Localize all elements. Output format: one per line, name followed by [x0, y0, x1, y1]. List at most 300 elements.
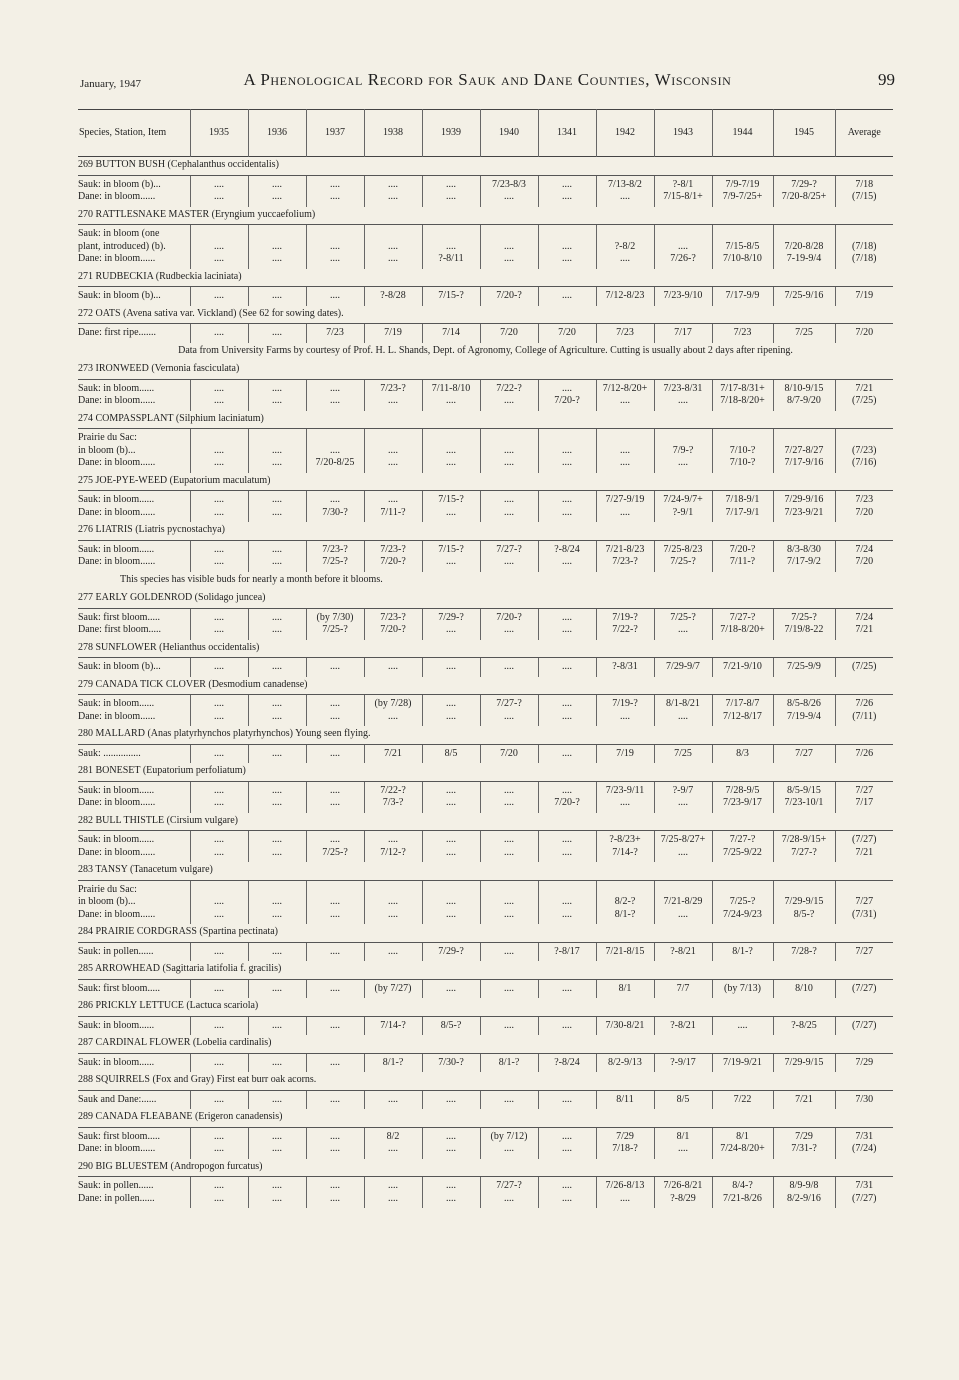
table-cell: .... [480, 241, 538, 254]
note-text: This species has visible buds for nearly a month before it blooms. [120, 573, 383, 585]
table-row [78, 395, 893, 411]
table-cell: 7/20-8/25+ [773, 191, 835, 207]
table-cell: (by 7/27) [364, 979, 422, 998]
table-cell: 7/23 [712, 324, 773, 343]
table-cell: .... [538, 979, 596, 998]
table-cell: 7/27-? [712, 831, 773, 847]
table-cell: .... [422, 395, 480, 411]
table-cell: .... [190, 556, 248, 572]
table-cell: 8/5-8/26 [773, 695, 835, 711]
table-cell [190, 880, 248, 896]
table-row [78, 491, 893, 507]
table-row [78, 457, 893, 473]
table-cell: ?-8/25 [773, 1016, 835, 1035]
table-cell: .... [190, 1177, 248, 1193]
table-cell: .... [480, 797, 538, 813]
table-cell: .... [190, 979, 248, 998]
species-title: 270 RATTLESNAKE MASTER (Eryngium yuccaefolium) [78, 208, 316, 220]
table-cell: .... [538, 379, 596, 395]
table-cell: .... [538, 457, 596, 473]
table-cell: 7/25-? [773, 608, 835, 624]
table-cell: ?-8/17 [538, 942, 596, 961]
table-cell: 7/18-8/20+ [712, 624, 773, 640]
row-label: Sauk: first bloom..... [78, 979, 190, 998]
table-cell: 7/27-? [712, 608, 773, 624]
table-cell: .... [306, 191, 364, 207]
table-cell [654, 880, 712, 896]
table-cell: .... [190, 241, 248, 254]
table-cell: .... [422, 445, 480, 458]
table-cell: 7/20-? [364, 556, 422, 572]
species-title: 281 BONESET (Eupatorium perfoliatum) [78, 765, 246, 776]
species-title: 283 TANSY (Tanacetum vulgare) [78, 864, 213, 875]
table-cell: 7/9-? [654, 445, 712, 458]
table-cell: ?-8/29 [654, 1193, 712, 1209]
table-cell [248, 225, 306, 241]
table-cell: .... [248, 175, 306, 191]
row-label: Prairie du Sac: [78, 429, 190, 445]
table-cell: 8/11 [596, 1090, 654, 1109]
table-cell: .... [596, 797, 654, 813]
table-cell: 7/23-? [364, 540, 422, 556]
table-cell: .... [306, 395, 364, 411]
table-cell: 7/21-9/10 [712, 658, 773, 677]
column-header-1940: 1940 [480, 110, 538, 157]
table-header-row [78, 110, 893, 157]
table-cell: 7/19 [596, 744, 654, 763]
table-cell: (7/16) [835, 457, 893, 473]
table-cell: 7/22 [712, 1090, 773, 1109]
row-label: in bloom (b)... [78, 444, 136, 456]
row-label: in bloom (b)... [78, 896, 136, 907]
table-row [78, 781, 893, 797]
table-cell: ?-8/24 [538, 540, 596, 556]
table-cell: .... [364, 395, 422, 411]
species-title-row [78, 590, 893, 608]
table-cell: .... [364, 457, 422, 473]
species-title: 279 CANADA TICK CLOVER (Desmodium canadense) [78, 678, 308, 690]
species-title: 289 CANADA FLEABANE (Erigeron canadensis) [78, 1111, 283, 1122]
table-cell: 7/19-? [596, 695, 654, 711]
table-cell: .... [422, 1193, 480, 1209]
row-label: Sauk: in pollen...... [78, 1177, 190, 1193]
table-row [78, 847, 893, 863]
table-cell: .... [364, 831, 422, 847]
table-cell [480, 880, 538, 896]
row-label: Dane: in bloom...... [78, 457, 156, 468]
row-label: Prairie du Sac: [78, 880, 190, 896]
table-cell: .... [364, 253, 422, 269]
table-cell: .... [306, 1177, 364, 1193]
table-cell: .... [190, 909, 248, 925]
table-cell: .... [248, 658, 306, 677]
table-cell: 7/19-? [596, 608, 654, 624]
species-title-row [78, 862, 893, 880]
table-cell: .... [538, 1193, 596, 1209]
table-cell: .... [538, 445, 596, 458]
table-cell: 7/29-9/15 [773, 1053, 835, 1072]
table-cell: 7/18-? [596, 1143, 654, 1159]
table-cell: 8/1-? [712, 942, 773, 961]
note-row [78, 572, 893, 591]
table-cell: 7/20-8/28 [773, 241, 835, 254]
species-title: 282 BULL THISTLE (Cirsium vulgare) [78, 814, 238, 826]
table-cell [190, 429, 248, 445]
table-cell: .... [306, 909, 364, 925]
table-cell: 7/23-? [596, 556, 654, 572]
table-cell: 7/20 [835, 556, 893, 572]
table-cell: 7/26-8/21 [654, 1177, 712, 1193]
table-cell: .... [538, 1143, 596, 1159]
table-cell: .... [306, 1193, 364, 1209]
row-label: Dane: in pollen...... [78, 1192, 155, 1204]
table-cell: .... [306, 896, 364, 909]
table-row [78, 1053, 893, 1072]
table-row [78, 624, 893, 640]
table-cell: .... [306, 287, 364, 306]
table-cell: .... [480, 253, 538, 269]
table-cell: .... [190, 1193, 248, 1209]
table-cell: 7/10-8/10 [712, 253, 773, 269]
table-cell: 7/29-? [422, 942, 480, 961]
table-row [78, 191, 893, 207]
table-row [78, 429, 893, 445]
table-cell: 7/22-? [364, 781, 422, 797]
table-cell: ?-8/1 [654, 175, 712, 191]
table-row [78, 287, 893, 306]
table-cell: .... [480, 1016, 538, 1035]
table-cell [712, 429, 773, 445]
table-cell: .... [538, 896, 596, 909]
table-cell: 7/21 [835, 624, 893, 640]
column-header-1942: 1942 [596, 110, 654, 157]
table-cell: 7/26-8/13 [596, 1177, 654, 1193]
table-cell: 7/20-? [538, 395, 596, 411]
table-cell: .... [306, 831, 364, 847]
column-header-species: Species, Station, Item [79, 126, 167, 138]
table-cell: 7/25 [654, 744, 712, 763]
table-cell: .... [306, 1090, 364, 1109]
table-cell: 7/21-8/23 [596, 540, 654, 556]
table-cell: .... [480, 979, 538, 998]
table-cell: .... [422, 191, 480, 207]
species-title-row [78, 157, 893, 176]
table-cell: .... [248, 1193, 306, 1209]
table-cell [364, 225, 422, 241]
row-label: Sauk: in bloom (b)... [78, 658, 190, 677]
table-row [78, 909, 893, 925]
table-row [78, 942, 893, 961]
table-cell: .... [596, 457, 654, 473]
table-cell: 7/23-8/3 [480, 175, 538, 191]
table-cell: .... [248, 457, 306, 473]
table-cell: .... [248, 540, 306, 556]
table-cell: .... [422, 241, 480, 254]
table-cell: 7/24-9/23 [712, 909, 773, 925]
table-cell: 7/27-8/27 [773, 445, 835, 458]
table-cell [422, 225, 480, 241]
table-row [78, 175, 893, 191]
table-cell: .... [190, 1016, 248, 1035]
table-cell [596, 225, 654, 241]
table-cell [835, 225, 893, 241]
table-cell: 7/23-? [364, 608, 422, 624]
row-label: Sauk: in bloom...... [78, 831, 190, 847]
table-cell: 8/1-8/21 [654, 695, 712, 711]
row-label: Dane: in bloom...... [78, 395, 156, 406]
table-cell: .... [480, 658, 538, 677]
table-cell: .... [248, 556, 306, 572]
table-cell: .... [654, 624, 712, 640]
species-title: 275 JOE-PYE-WEED (Eupatorium maculatum) [78, 474, 271, 486]
table-cell: 8/2-? [596, 896, 654, 909]
table-row [78, 1016, 893, 1035]
table-cell: 8/5-? [422, 1016, 480, 1035]
row-label: Sauk: in bloom...... [78, 1016, 190, 1035]
table-row [78, 608, 893, 624]
table-cell: (7/24) [835, 1143, 893, 1159]
species-title-row [78, 1159, 893, 1177]
table-cell: 7/30-? [306, 507, 364, 523]
table-row [78, 979, 893, 998]
table-cell [712, 225, 773, 241]
table-cell: 7/12-8/23 [596, 287, 654, 306]
table-cell: 7/31-? [773, 1143, 835, 1159]
table-cell: .... [480, 556, 538, 572]
table-row [78, 1143, 893, 1159]
table-cell: .... [306, 744, 364, 763]
species-title: 285 ARROWHEAD (Sagittaria latifolia f. gracilis) [78, 963, 282, 974]
row-label: Dane: in bloom...... [78, 1143, 156, 1154]
table-cell: .... [654, 1143, 712, 1159]
page-number: 99 [878, 70, 895, 89]
table-cell: 7/27-9/19 [596, 491, 654, 507]
table-cell: 7/17-8/7 [712, 695, 773, 711]
table-cell: (7/31) [835, 909, 893, 925]
table-cell: 8/5 [422, 744, 480, 763]
table-cell: .... [364, 1090, 422, 1109]
table-cell [364, 429, 422, 445]
table-cell: 7/15-? [422, 540, 480, 556]
table-cell [596, 880, 654, 896]
table-cell: 7/23 [596, 324, 654, 343]
table-cell: .... [190, 624, 248, 640]
table-cell [538, 225, 596, 241]
table-cell: 7/30 [835, 1090, 893, 1109]
table-cell: .... [190, 781, 248, 797]
table-cell: .... [248, 491, 306, 507]
species-title: 284 PRAIRIE CORDGRASS (Spartina pectinata) [78, 926, 278, 937]
table-cell: 7/27-? [480, 540, 538, 556]
table-cell: (7/27) [835, 1016, 893, 1035]
table-cell: 7/20-8/25 [306, 457, 364, 473]
table-cell: .... [422, 896, 480, 909]
table-cell: 8/2-9/13 [596, 1053, 654, 1072]
species-title: 272 OATS (Avena sativa var. Vickland) (See 62 for sowing dates). [78, 307, 344, 319]
table-cell: .... [248, 624, 306, 640]
table-cell: 7/24 [835, 608, 893, 624]
table-cell: .... [538, 624, 596, 640]
table-cell: 7/17-9/2 [773, 556, 835, 572]
table-cell: .... [538, 831, 596, 847]
row-label: Sauk and Dane:...... [78, 1090, 190, 1109]
table-cell: 7/25-9/16 [773, 287, 835, 306]
row-label: plant, introduced) (b). [78, 240, 166, 252]
table-cell [654, 429, 712, 445]
table-row [78, 445, 893, 458]
table-cell: .... [538, 253, 596, 269]
table-cell [480, 225, 538, 241]
table-cell: 7/17-9/9 [712, 287, 773, 306]
table-cell: .... [248, 847, 306, 863]
table-cell: .... [190, 1127, 248, 1143]
table-cell: .... [654, 711, 712, 727]
table-cell: 7/20-? [364, 624, 422, 640]
table-cell: .... [654, 457, 712, 473]
table-cell: ?-8/23+ [596, 831, 654, 847]
table-cell: 7/17 [654, 324, 712, 343]
table-cell: ?-8/11 [422, 253, 480, 269]
header-date: January, 1947 [80, 78, 141, 90]
table-cell: .... [654, 847, 712, 863]
table-row [78, 1090, 893, 1109]
table-cell: .... [190, 744, 248, 763]
table-cell: .... [538, 608, 596, 624]
species-title-row [78, 961, 893, 979]
table-cell: 7/10-? [712, 457, 773, 473]
table-cell: .... [306, 695, 364, 711]
table-cell: .... [190, 695, 248, 711]
table-cell: (7/27) [835, 831, 893, 847]
table-cell: 7/23 [306, 324, 364, 343]
table-cell: .... [480, 711, 538, 727]
table-cell [190, 225, 248, 241]
table-cell: ?-8/24 [538, 1053, 596, 1072]
table-cell: .... [190, 445, 248, 458]
table-cell: .... [422, 847, 480, 863]
table-cell: .... [190, 942, 248, 961]
species-title: 290 BIG BLUESTEM (Andropogon furcatus) [78, 1160, 263, 1172]
table-cell: ?-8/31 [596, 658, 654, 677]
table-cell: .... [480, 831, 538, 847]
table-cell: .... [306, 1143, 364, 1159]
row-label: Sauk: in bloom...... [78, 1053, 190, 1072]
table-cell: 7/19 [364, 324, 422, 343]
table-cell: 8/5-9/15 [773, 781, 835, 797]
table-cell: .... [248, 395, 306, 411]
table-cell: .... [190, 324, 248, 343]
row-label: Sauk: in bloom...... [78, 379, 190, 395]
table-cell: 7/23-? [306, 540, 364, 556]
species-title-row [78, 473, 893, 491]
table-cell: 7/18-8/20+ [712, 395, 773, 411]
table-cell: 7/22-? [480, 379, 538, 395]
table-cell: 7/19 [835, 287, 893, 306]
table-cell: 7/30-8/21 [596, 1016, 654, 1035]
table-cell [596, 429, 654, 445]
table-cell [712, 880, 773, 896]
table-cell: .... [538, 1090, 596, 1109]
table-row [78, 507, 893, 523]
table-cell: 7/11-? [712, 556, 773, 572]
table-cell: .... [480, 942, 538, 961]
table-cell: .... [422, 175, 480, 191]
table-cell: .... [364, 491, 422, 507]
table-cell: .... [306, 379, 364, 395]
table-cell: 7/27 [773, 744, 835, 763]
table-cell: 7/25-? [654, 608, 712, 624]
species-title-row [78, 306, 893, 324]
table-row [78, 896, 893, 909]
table-cell: .... [306, 445, 364, 458]
table-cell: .... [422, 1090, 480, 1109]
table-cell: ?-8/21 [654, 1016, 712, 1035]
table-cell: .... [422, 507, 480, 523]
table-cell [538, 429, 596, 445]
table-cell: (by 7/12) [480, 1127, 538, 1143]
table-cell: .... [248, 1177, 306, 1193]
row-label: Sauk: in bloom...... [78, 540, 190, 556]
table-cell: .... [538, 1127, 596, 1143]
table-cell: 7/25 [773, 324, 835, 343]
table-cell: .... [248, 608, 306, 624]
table-cell: 7/20 [480, 324, 538, 343]
table-cell [306, 429, 364, 445]
table-cell: .... [422, 658, 480, 677]
table-cell: 7/23-10/1 [773, 797, 835, 813]
table-cell: .... [654, 241, 712, 254]
table-cell: 7/20-? [712, 540, 773, 556]
table-cell: ?-9/1 [654, 507, 712, 523]
column-header-1937: 1937 [306, 110, 364, 157]
row-label: Sauk: in bloom...... [78, 695, 190, 711]
table-cell: 7/14-? [596, 847, 654, 863]
table-cell: .... [712, 1016, 773, 1035]
table-cell: ?-8/2 [596, 241, 654, 254]
table-cell: .... [364, 909, 422, 925]
species-title-row [78, 522, 893, 540]
header-title: A Phenological Record for Sauk and Dane Counties, Wisconsin [243, 70, 732, 89]
table-cell: .... [422, 831, 480, 847]
table-cell: .... [596, 445, 654, 458]
table-cell [538, 880, 596, 896]
table-cell: .... [190, 831, 248, 847]
table-cell: .... [190, 540, 248, 556]
table-cell: 7/31 [835, 1127, 893, 1143]
table-row [78, 1127, 893, 1143]
table-cell: 7/27-? [480, 1177, 538, 1193]
table-cell: .... [190, 847, 248, 863]
species-title-row [78, 640, 893, 658]
table-cell: 7/23-9/10 [654, 287, 712, 306]
row-label: Dane: first ripe....... [78, 324, 190, 343]
table-cell: .... [248, 695, 306, 711]
table-cell: .... [364, 1177, 422, 1193]
row-label: Dane: first bloom..... [78, 624, 162, 635]
table-cell: .... [190, 896, 248, 909]
table-cell: 8/5-? [773, 909, 835, 925]
table-cell [364, 880, 422, 896]
table-cell: .... [190, 253, 248, 269]
column-header-1341: 1341 [538, 110, 596, 157]
table-cell: 7/25-? [306, 624, 364, 640]
table-cell: .... [364, 191, 422, 207]
table-cell: .... [190, 711, 248, 727]
table-cell: .... [538, 175, 596, 191]
table-cell: 7/29-? [422, 608, 480, 624]
table-cell: 8/1 [654, 1127, 712, 1143]
row-label: Sauk: in bloom (b)... [78, 175, 190, 191]
